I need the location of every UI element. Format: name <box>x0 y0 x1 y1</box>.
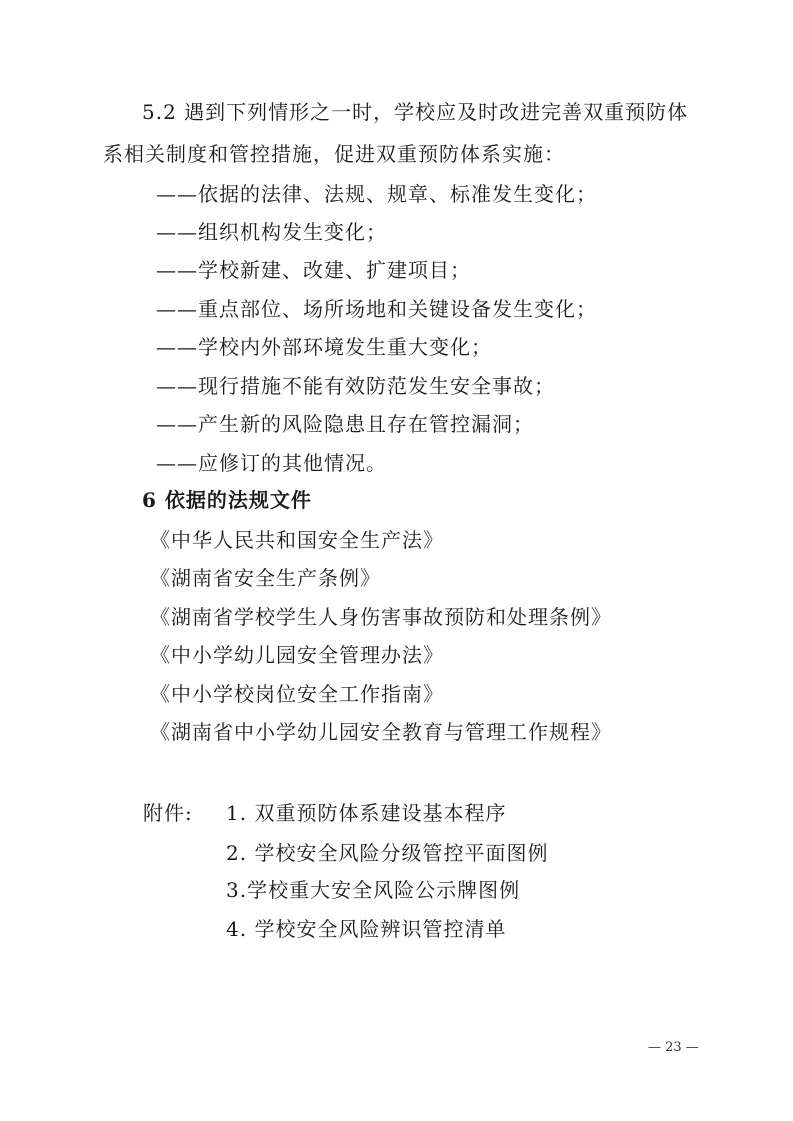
attachment-item: 1. 双重预防体系建设基本程序 <box>226 801 507 825</box>
attachment-item: 4. 学校安全风险辨识管控清单 <box>226 917 507 941</box>
list-item: ——现行措施不能有效防范发生安全事故； <box>156 374 555 398</box>
law-title: 《中小学校岗位安全工作指南》 <box>150 682 444 706</box>
page-number: — 23 — <box>648 1040 699 1055</box>
law-title: 《湖南省学校学生人身伤害事故预防和处理条例》 <box>150 605 612 629</box>
list-item: ——应修订的其他情况。 <box>156 451 387 475</box>
list-item: ——依据的法律、法规、规章、标准发生变化； <box>156 182 597 206</box>
law-title: 《湖南省中小学幼儿园安全教育与管理工作规程》 <box>150 720 612 744</box>
list-item: ——产生新的风险隐患且存在管控漏洞； <box>156 412 534 436</box>
attachment-item: 2. 学校安全风险分级管控平面图例 <box>226 841 549 865</box>
law-title: 《中华人民共和国安全生产法》 <box>150 528 444 552</box>
section-5-2-intro-line2: 系相关制度和管控措施，促进双重预防体系实施： <box>103 142 565 166</box>
list-item: ——组织机构发生变化； <box>156 220 387 244</box>
list-item: ——重点部位、场所场地和关键设备发生变化； <box>156 297 597 321</box>
law-title: 《中小学幼儿园安全管理办法》 <box>150 643 444 667</box>
attachment-item: 3.学校重大安全风险公示牌图例 <box>226 878 521 902</box>
section-5-2-intro-line1: 5.2 遇到下列情形之一时，学校应及时改进完善双重预防体 <box>142 100 689 124</box>
law-title: 《湖南省安全生产条例》 <box>150 566 381 590</box>
list-item: ——学校内外部环境发生重大变化； <box>156 335 492 359</box>
attachments-label: 附件: <box>143 801 193 825</box>
section-6-heading: 6 依据的法规文件 <box>142 488 312 512</box>
list-item: ——学校新建、改建、扩建项目； <box>156 258 471 282</box>
